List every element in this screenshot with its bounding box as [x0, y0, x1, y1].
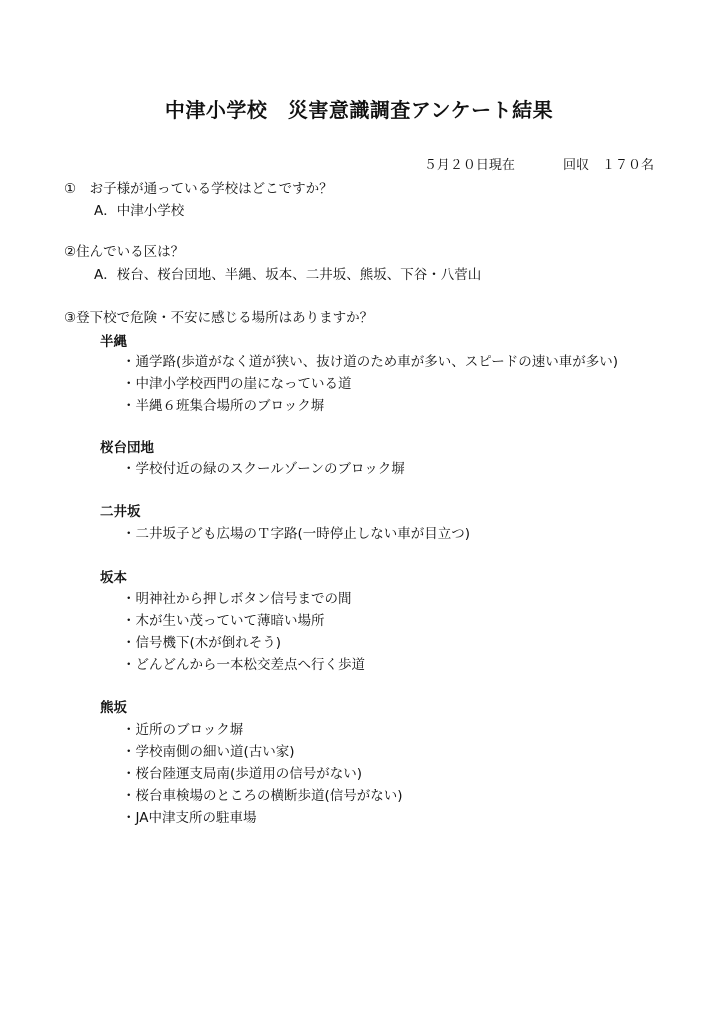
question-2: ②住んでいる区は？ [64, 244, 185, 260]
list-item: ・桜台車検場のところの横断歩道(信号がない) [122, 788, 403, 804]
answer-1: A．中津小学校 [94, 203, 185, 219]
list-item: ・木が生い茂っていて薄暗い場所 [122, 613, 325, 629]
area-heading: 二井坂 [100, 504, 141, 520]
list-item: ・近所のブロック塀 [122, 722, 244, 738]
area-heading: 熊坂 [100, 700, 127, 716]
list-item: ・信号機下(木が倒れそう) [122, 635, 282, 651]
list-item: ・桜台陸運支局南(歩道用の信号がない) [122, 766, 363, 782]
page-title: 中津小学校 災害意識調査アンケート結果 [164, 98, 554, 122]
list-item: ・学校南側の細い道(古い家) [122, 744, 295, 760]
area-heading: 坂本 [100, 570, 127, 586]
answer-2: A．桜台、桜台団地、半縄、坂本、二井坂、熊坂、下谷・八菅山 [94, 267, 482, 283]
question-1: ① お子様が通っている学校はどこですか？ [64, 181, 333, 197]
list-item: ・二井坂子ども広場のＴ字路(一時停止しない車が目立つ) [122, 526, 471, 542]
list-item: ・半縄６班集合場所のブロック塀 [122, 398, 325, 414]
response-count: 回収 １７０名 [562, 158, 654, 173]
survey-date: ５月２０日現在 [423, 158, 515, 173]
list-item: ・通学路(歩道がなく道が狭い、抜け道のため車が多い、スピードの速い車が多い) [122, 354, 618, 370]
question-3: ③登下校で危険・不安に感じる場所はありますか？ [64, 310, 374, 326]
list-item: ・明神社から押しボタン信号までの間 [122, 591, 352, 607]
list-item: ・学校付近の緑のスクールゾーンのブロック塀 [122, 461, 405, 477]
area-heading: 桜台団地 [100, 440, 154, 456]
list-item: ・JA中津支所の駐車場 [122, 810, 257, 826]
list-item: ・中津小学校西門の崖になっている道 [122, 376, 352, 392]
area-heading: 半縄 [100, 334, 127, 350]
survey-meta [424, 154, 654, 173]
list-item: ・どんどんから一本松交差点へ行く歩道 [122, 657, 365, 673]
